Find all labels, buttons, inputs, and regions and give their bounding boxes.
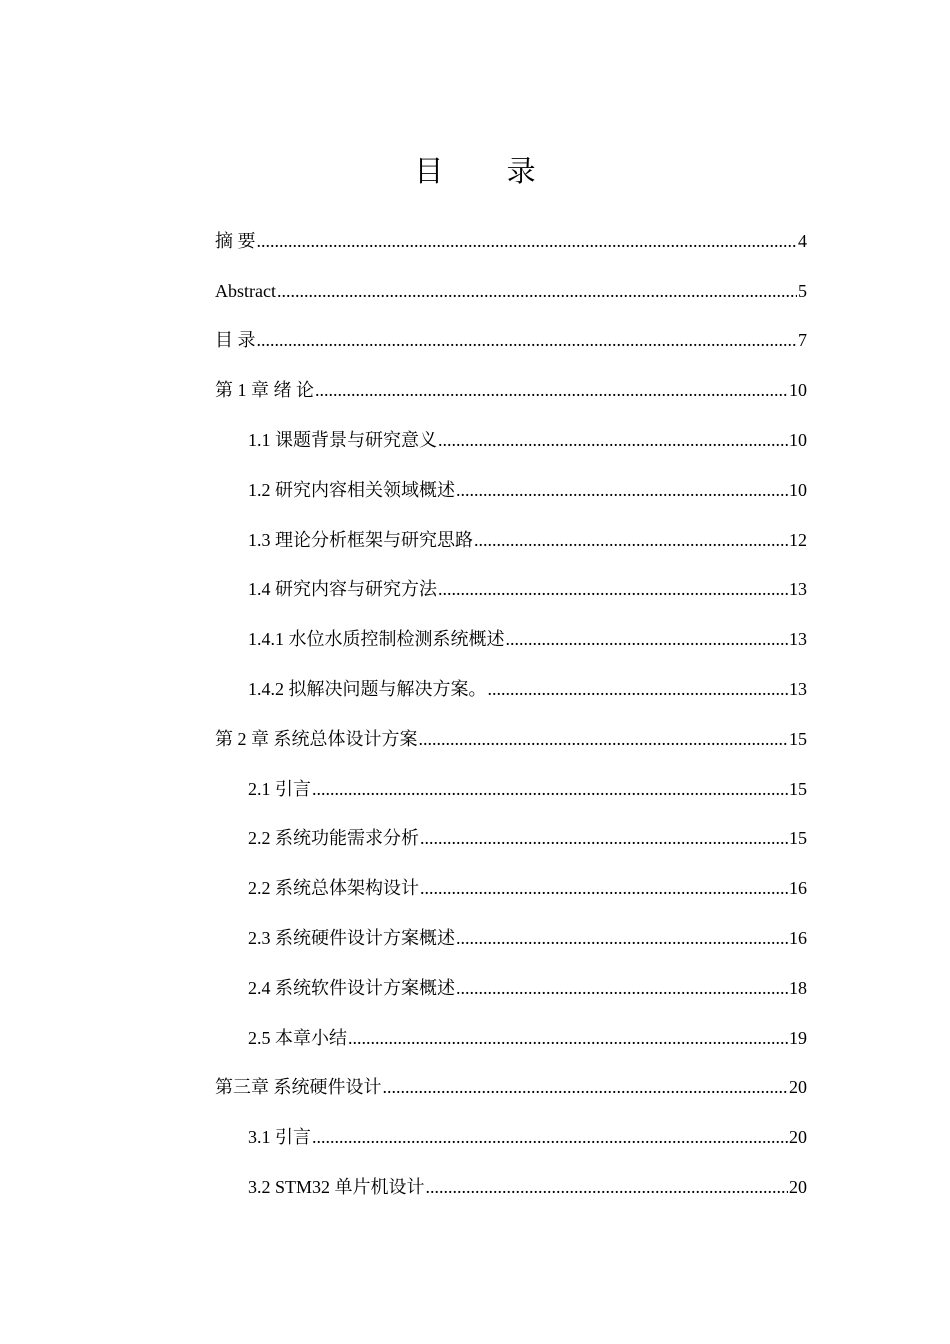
toc-entry[interactable] [215,266,807,316]
toc-entry-label: 1.4.1 水位水质控制检测系统概述 [248,629,505,650]
toc-entry-page-number: 15 [789,728,807,749]
toc-entry-label: 摘 要 [215,230,256,251]
toc-dot-leader [348,1026,788,1050]
toc-entry-page-number: 20 [789,1127,807,1148]
toc-entry-page-number: 20 [789,1177,807,1198]
toc-entry-page-number: 10 [789,380,807,401]
toc-entry[interactable] [215,614,807,664]
toc-dot-leader [420,876,788,900]
toc-entry[interactable] [215,1162,807,1212]
toc-dot-leader [277,279,797,303]
toc-dot-leader [315,378,788,402]
toc-entry-page-number: 15 [789,778,807,799]
toc-entry[interactable] [215,1112,807,1162]
toc-entry-label: 目 录 [215,330,256,351]
toc-dot-leader [506,627,789,651]
toc-entry-label: 第 1 章 绪 论 [215,380,314,401]
toc-entry-label: 2.2 系统功能需求分析 [248,828,419,849]
toc-entry-label: 3.2 STM32 单片机设计 [248,1177,425,1198]
toc-entry-label: Abstract [215,280,276,301]
toc-entry-label: 3.1 引言 [248,1127,311,1148]
toc-list [215,216,807,1212]
toc-dot-leader [419,727,789,751]
toc-dot-leader [420,826,788,850]
toc-title: 目 录 [414,156,564,188]
toc-dot-leader [488,677,789,701]
toc-dot-leader [312,1125,788,1149]
toc-dot-leader [426,1175,788,1199]
toc-entry-page-number: 12 [789,529,807,550]
toc-entry-label: 2.1 引言 [248,778,311,799]
toc-entry-page-number: 5 [798,280,807,301]
toc-dot-leader [456,478,788,502]
toc-entry[interactable] [215,714,807,764]
toc-entry[interactable] [215,1013,807,1063]
toc-entry-page-number: 16 [789,928,807,949]
toc-entry-page-number: 15 [789,828,807,849]
toc-entry[interactable] [215,913,807,963]
toc-entry[interactable] [215,963,807,1013]
toc-entry[interactable] [215,365,807,415]
toc-dot-leader [456,926,788,950]
toc-entry-page-number: 13 [789,629,807,650]
toc-entry[interactable] [215,863,807,913]
toc-dot-leader [438,428,788,452]
toc-entry[interactable] [215,664,807,714]
toc-entry-label: 2.3 系统硬件设计方案概述 [248,928,455,949]
toc-entry-page-number: 4 [798,230,807,251]
toc-dot-leader [257,229,798,253]
toc-entry[interactable] [215,565,807,615]
toc-entry-label: 1.4.2 拟解决问题与解决方案。 [248,679,487,700]
toc-entry-label: 2.4 系统软件设计方案概述 [248,977,455,998]
toc-entry-page-number: 20 [789,1077,807,1098]
toc-entry[interactable] [215,216,807,266]
toc-entry-page-number: 19 [789,1027,807,1048]
toc-dot-leader [257,328,798,352]
toc-entry-label: 2.2 系统总体架构设计 [248,878,419,899]
toc-entry-page-number: 18 [789,977,807,998]
toc-entry-page-number: 13 [789,679,807,700]
toc-entry[interactable] [215,1063,807,1113]
toc-dot-leader [474,528,788,552]
toc-entry-page-number: 7 [798,330,807,351]
toc-entry-label: 1.4 研究内容与研究方法 [248,579,437,600]
toc-entry-page-number: 16 [789,878,807,899]
toc-entry-label: 第三章 系统硬件设计 [215,1077,382,1098]
toc-dot-leader [438,577,788,601]
toc-entry[interactable] [215,515,807,565]
toc-entry-label: 2.5 本章小结 [248,1027,347,1048]
toc-entry[interactable] [215,764,807,814]
toc-dot-leader [383,1075,789,1099]
toc-dot-leader [456,976,788,1000]
toc-entry-page-number: 13 [789,579,807,600]
toc-entry-page-number: 10 [789,430,807,451]
toc-entry[interactable] [215,465,807,515]
toc-entry[interactable] [215,316,807,366]
toc-entry-page-number: 10 [789,479,807,500]
toc-entry-label: 1.2 研究内容相关领域概述 [248,479,455,500]
toc-entry-label: 第 2 章 系统总体设计方案 [215,728,418,749]
toc-entry-label: 1.3 理论分析框架与研究思路 [248,529,473,550]
toc-entry[interactable] [215,814,807,864]
toc-entry-label: 1.1 课题背景与研究意义 [248,430,437,451]
toc-dot-leader [312,777,788,801]
toc-entry[interactable] [215,415,807,465]
